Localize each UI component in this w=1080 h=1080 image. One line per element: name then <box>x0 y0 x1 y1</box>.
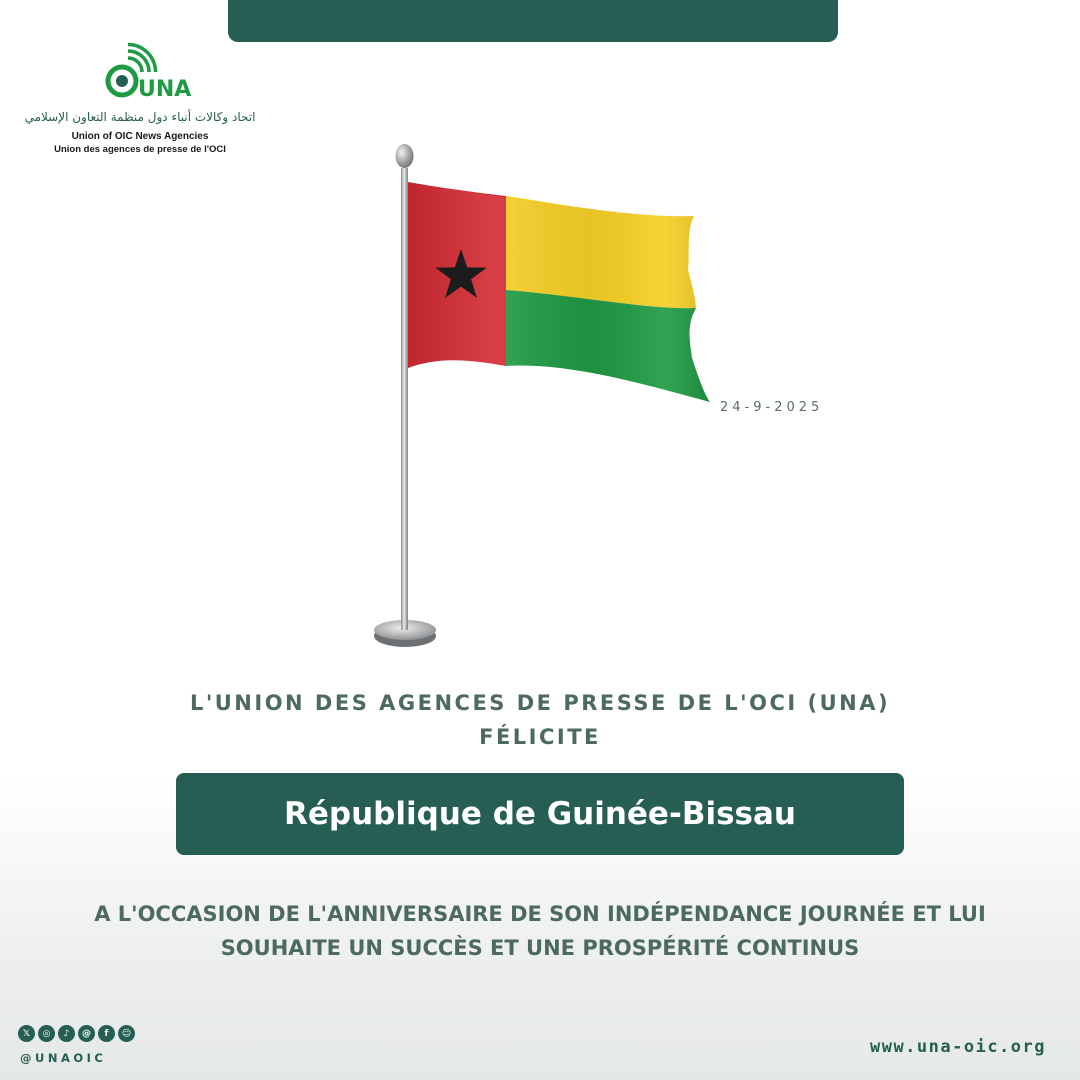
country-name-banner <box>176 773 904 855</box>
social-icons <box>18 1025 135 1042</box>
heading-line-2: FÉLICITE <box>479 725 601 749</box>
logo-arabic-calligraphy <box>24 104 256 128</box>
date-label: 24-9-2025 <box>720 400 824 415</box>
heading-line-1: L'UNION DES AGENCES DE PRESSE DE L'OCI (UNA) <box>189 691 891 715</box>
website-link[interactable]: www.una-oic.org <box>869 1037 1046 1057</box>
message-line-1: A L'OCCASION DE L'ANNIVERSAIRE DE SON INDÉPENDANCE JOURNÉE ET LUI <box>94 902 986 926</box>
top-banner <box>228 0 838 42</box>
snapchat-icon[interactable]: ☺ <box>118 1025 135 1042</box>
facebook-icon[interactable]: f <box>98 1025 115 1042</box>
congratulation-heading <box>0 686 1080 754</box>
una-logo <box>24 44 256 160</box>
x-icon[interactable]: 𝕏 <box>18 1025 35 1042</box>
logo-name-fr: Union des agences de presse de l'OCI <box>54 144 226 155</box>
instagram-icon[interactable]: ◎ <box>38 1025 55 1042</box>
threads-icon[interactable]: @ <box>78 1025 95 1042</box>
guinea-bissau-flag-icon <box>360 140 720 660</box>
social-handle[interactable]: @UNAOIC <box>20 1051 107 1065</box>
tiktok-icon[interactable]: ♪ <box>58 1025 75 1042</box>
occasion-message <box>20 897 1060 965</box>
svg-text:اتحاد وكالات أنباء دول منظمة ا: اتحاد وكالات أنباء دول منظمة التعاون الإسلامي <box>24 110 256 124</box>
country-name: République de Guinée-Bissau <box>284 796 796 832</box>
message-line-2: SOUHAITE UN SUCCÈS ET UNE PROSPÉRITÉ CONTINUS <box>220 936 860 960</box>
logo-wordmark: UNA <box>138 77 192 102</box>
logo-name-en: Union of OIC News Agencies <box>71 131 209 142</box>
una-logo-mark <box>100 44 230 102</box>
